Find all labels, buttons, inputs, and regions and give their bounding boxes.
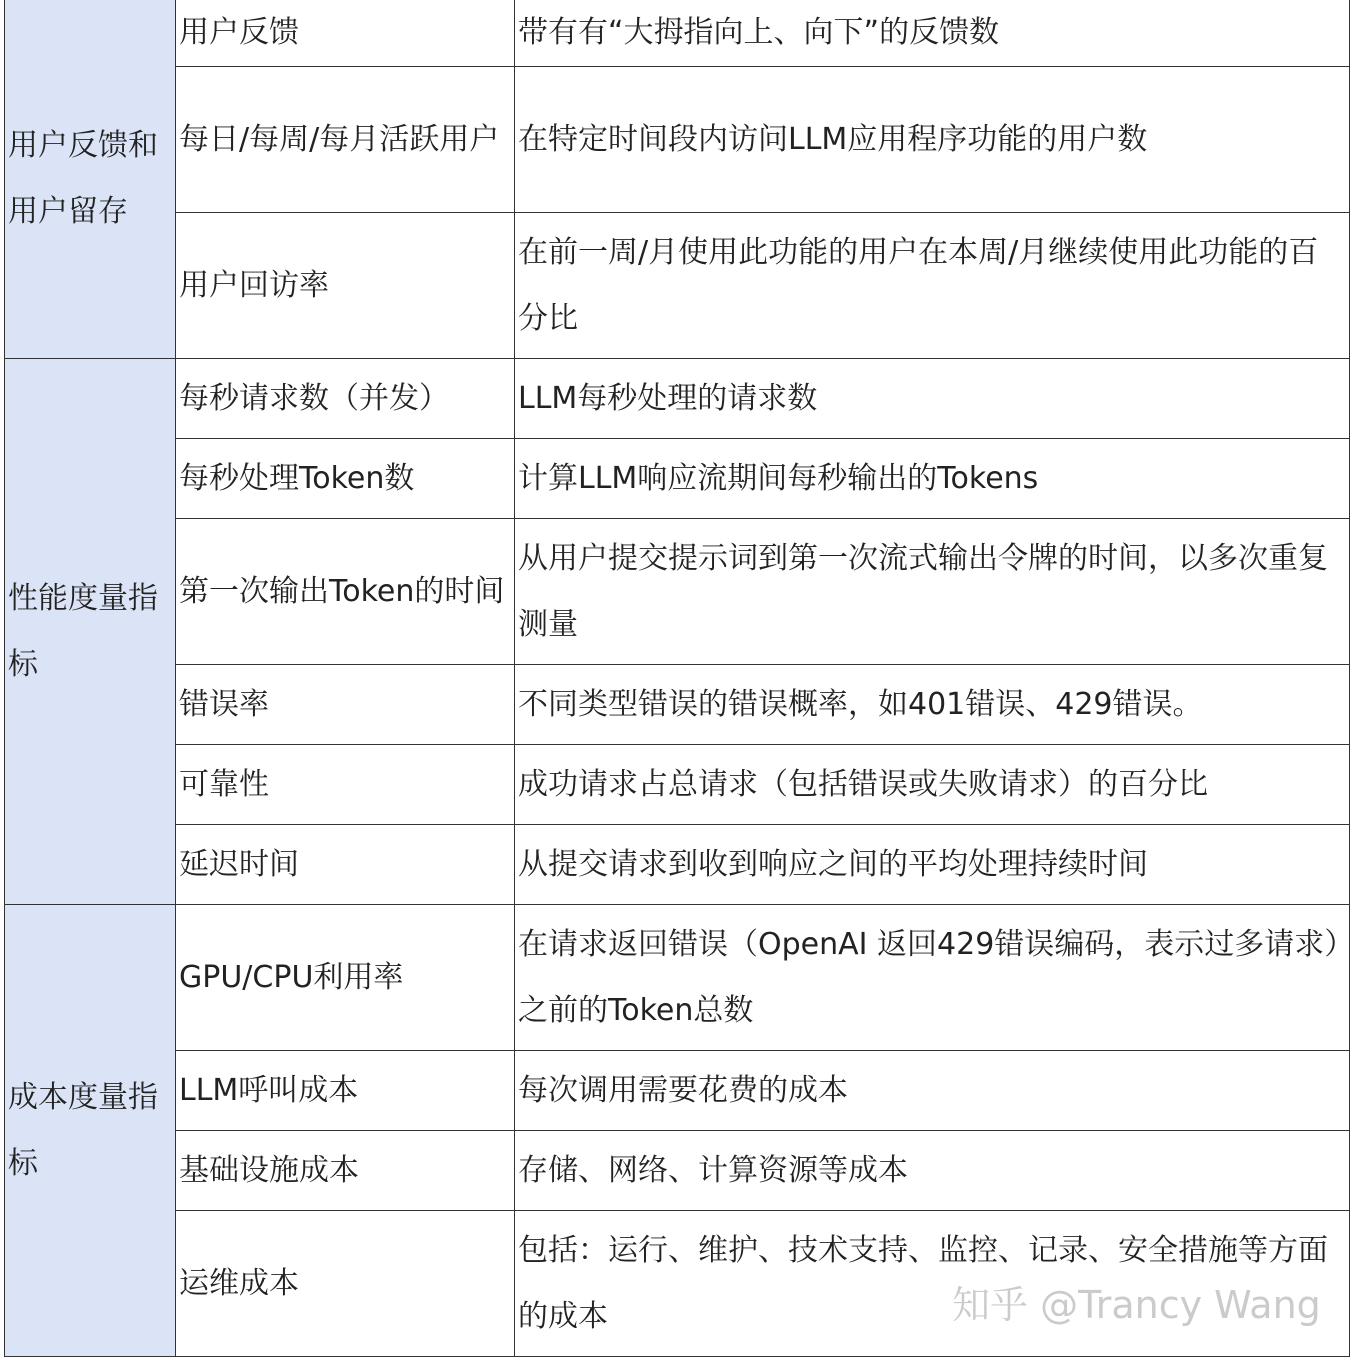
table-row: [5, 439, 1350, 519]
metric-name-cell: GPU/CPU利用率: [176, 905, 515, 1051]
table-row: [5, 359, 1350, 439]
table-row: [5, 1051, 1350, 1131]
table-row: [5, 519, 1350, 665]
metric-name-cell: 用户反馈: [176, 0, 515, 67]
metric-description-cell: 从用户提交提示词到第一次流式输出令牌的时间，以多次重复测量: [515, 519, 1350, 665]
table-row: [5, 67, 1350, 213]
metric-description-cell: 包括：运行、维护、技术支持、监控、记录、安全措施等方面的成本: [515, 1211, 1350, 1357]
metric-name-cell: 每秒请求数（并发）: [176, 359, 515, 439]
table-row: [5, 665, 1350, 745]
metric-description-cell: 不同类型错误的错误概率，如401错误、429错误。: [515, 665, 1350, 745]
table-row: [5, 213, 1350, 359]
metric-name-cell: 每日/每周/每月活跃用户: [176, 67, 515, 213]
category-cell: 成本度量指标: [5, 905, 176, 1357]
metrics-table: [4, 0, 1350, 1357]
table-row: [5, 0, 1350, 67]
metric-name-cell: 基础设施成本: [176, 1131, 515, 1211]
metric-description-cell: LLM每秒处理的请求数: [515, 359, 1350, 439]
category-cell: 用户反馈和用户留存: [5, 0, 176, 359]
table-row: [5, 1131, 1350, 1211]
metric-description-cell: 存储、网络、计算资源等成本: [515, 1131, 1350, 1211]
metric-description-cell: 带有有“大拇指向上、向下”的反馈数: [515, 0, 1350, 67]
metric-description-cell: 每次调用需要花费的成本: [515, 1051, 1350, 1131]
metric-name-cell: LLM呼叫成本: [176, 1051, 515, 1131]
metric-name-cell: 第一次输出Token的时间: [176, 519, 515, 665]
metric-name-cell: 错误率: [176, 665, 515, 745]
metric-description-cell: 成功请求占总请求（包括错误或失败请求）的百分比: [515, 745, 1350, 825]
category-cell: 性能度量指标: [5, 359, 176, 905]
metric-name-cell: 运维成本: [176, 1211, 515, 1357]
metric-description-cell: 在前一周/月使用此功能的用户在本周/月继续使用此功能的百分比: [515, 213, 1350, 359]
metric-name-cell: 每秒处理Token数: [176, 439, 515, 519]
metric-name-cell: 可靠性: [176, 745, 515, 825]
metric-description-cell: 从提交请求到收到响应之间的平均处理持续时间: [515, 825, 1350, 905]
table-row: [5, 745, 1350, 825]
metric-description-cell: 在特定时间段内访问LLM应用程序功能的用户数: [515, 67, 1350, 213]
metric-name-cell: 延迟时间: [176, 825, 515, 905]
metric-description-cell: 计算LLM响应流期间每秒输出的Tokens: [515, 439, 1350, 519]
metrics-table-body: [5, 0, 1350, 1357]
metric-description-cell: 在请求返回错误（OpenAI 返回429错误编码，表示过多请求）之前的Token总数: [515, 905, 1350, 1051]
table-row: [5, 825, 1350, 905]
table-row: [5, 905, 1350, 1051]
watermark: 知乎 @Trancy Wang: [952, 1283, 1321, 1327]
metric-name-cell: 用户回访率: [176, 213, 515, 359]
